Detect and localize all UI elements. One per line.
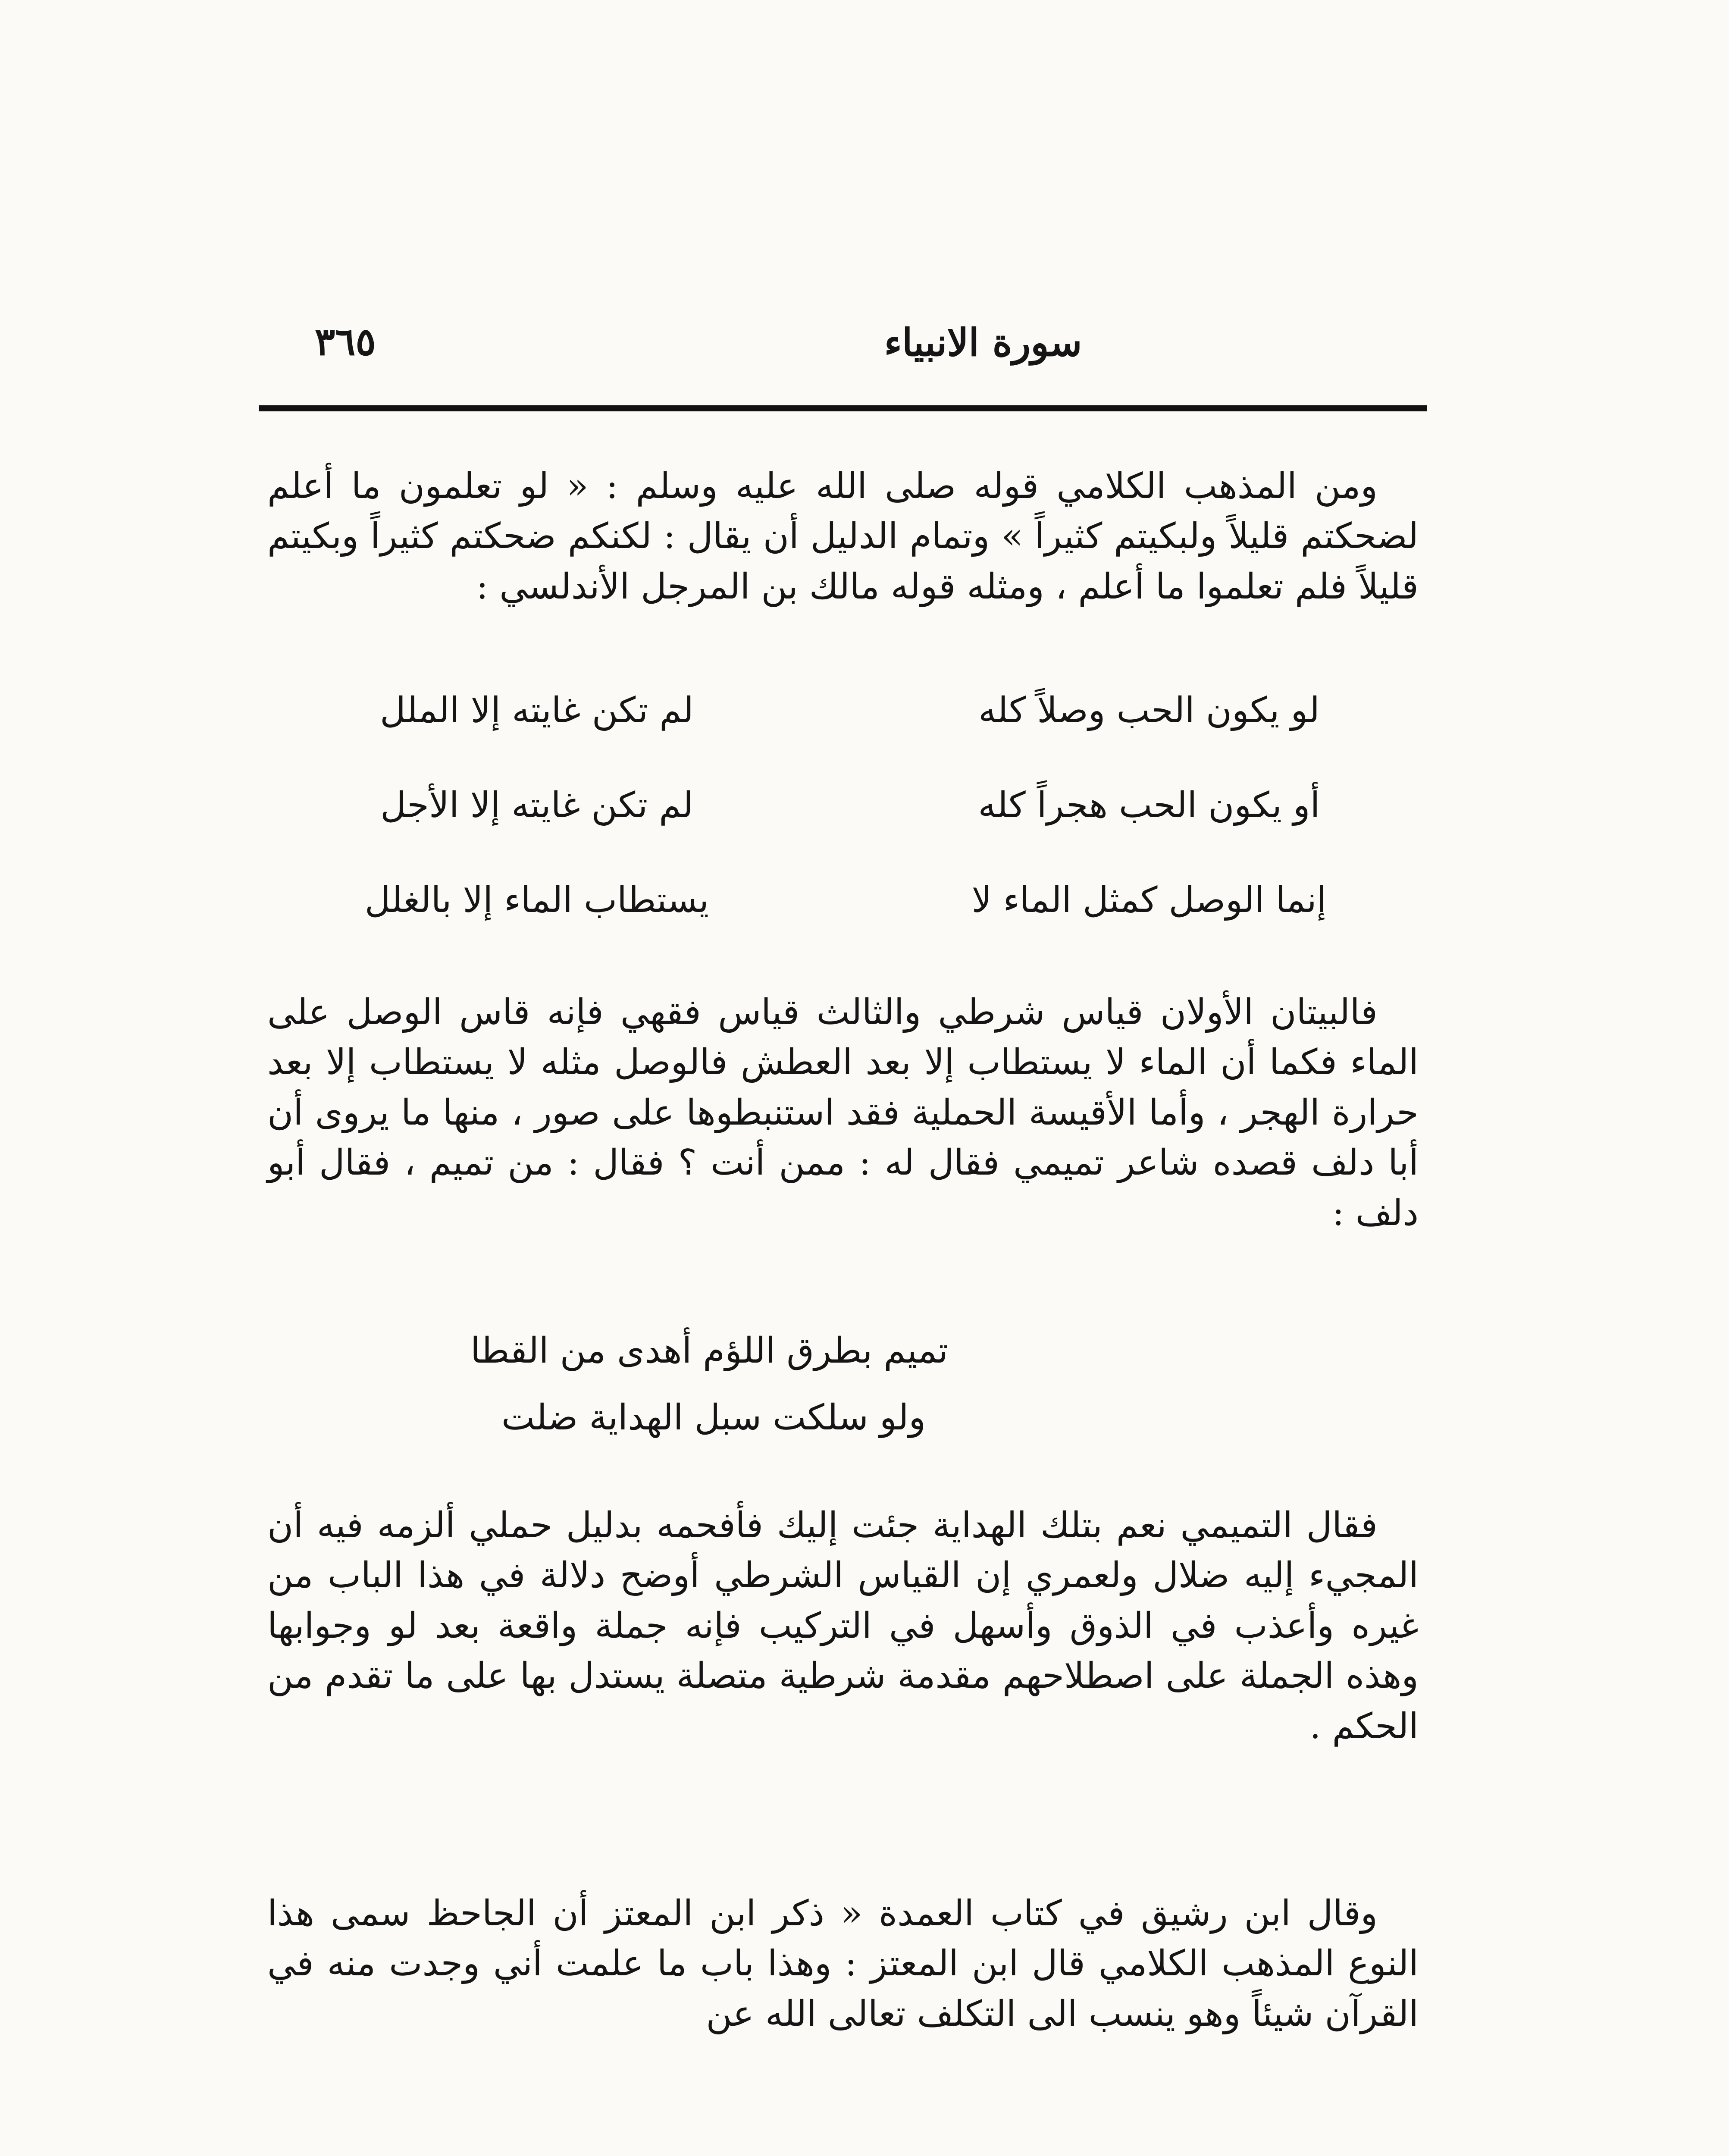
poem-block-1	[267, 686, 1419, 970]
page-body	[267, 461, 1419, 2104]
paragraph-3: فقال التميمي نعم بتلك الهداية جئت إليك فأفحمه بدليل حملي ألزمه فيه أن المجيء إليه ضلال ولعمري إن القياس الشرطي أوضح دلالة في هذا الباب من غيره وأعذب في الذوق وأسهل في التركيب فإنه جملة واقعة بعد لو وجوابها وهذه الجملة على اصطلاحهم مقدمة شرطية متصلة يستدل بها على ما تقدم من الحكم .	[267, 1505, 1419, 1747]
paragraph-4: وقال ابن رشيق في كتاب العمدة « ذكر ابن المعتز أن الجاحظ سمى هذا النوع المذهب الكلامي قال ابن المعتز : وهذا باب ما علمت أني وجدت منه في القرآن شيئاً وهو ينسب الى التكلف تعالى الله عن	[267, 1893, 1419, 2034]
verse-3-second-hemistich: يستطاب الماء إلا بالغلل	[364, 880, 709, 921]
verse-2-second-hemistich: لم تكن غايته إلا الأجل	[380, 785, 693, 826]
poem-verse-3	[267, 875, 1419, 970]
poem-line-2: ولو سلكت سبل الهداية ضلت	[501, 1397, 926, 1438]
poem-verse-1	[267, 686, 1419, 780]
paragraph-2: فالبيتان الأولان قياس شرطي والثالث قياس فقهي فإنه قاس الوصل على الماء فكما أن الماء لا يستطاب إلا بعد العطش فالوصل مثله لا يستطاب إلا بعد حرارة الهجر ، وأما الأقيسة الحملية فقد استنبطوها على صور ، منها ما يروى أن أبا دلف قصده شاعر تميمي فقال له : ممن أنت ؟ فقال : من تميم ، فقال أبو دلف :	[267, 992, 1419, 1234]
verse-1-second-hemistich: لم تكن غايته إلا الملل	[380, 690, 694, 731]
verse-1-first-hemistich: لو يكون الحب وصلاً كله	[978, 690, 1320, 731]
verse-2-first-hemistich: أو يكون الحب هجراً كله	[978, 785, 1320, 826]
verse-3-first-hemistich: إنما الوصل كمثل الماء لا	[971, 880, 1327, 921]
paragraph-1: ومن المذهب الكلامي قوله صلى الله عليه وسلم : « لو تعلمون ما أعلم لضحكتم قليلاً ولبكيتم كثيراً » وتمام الدليل أن يقال : لكنكم ضحكتم كثيراً وبكيتم قليلاً فلم تعلموا ما أعلم ، ومثله قوله مالك بن المرجل الأندلسي :	[267, 466, 1419, 607]
page-number: ٣٦٥	[315, 319, 376, 364]
surah-title: سورة الانبياء	[884, 320, 1082, 365]
poem-line-1: تميم بطرق اللؤم أهدى من القطا	[470, 1330, 948, 1371]
poem-verse-2	[267, 780, 1419, 875]
header-divider	[259, 405, 1427, 411]
page-header	[263, 310, 1423, 375]
